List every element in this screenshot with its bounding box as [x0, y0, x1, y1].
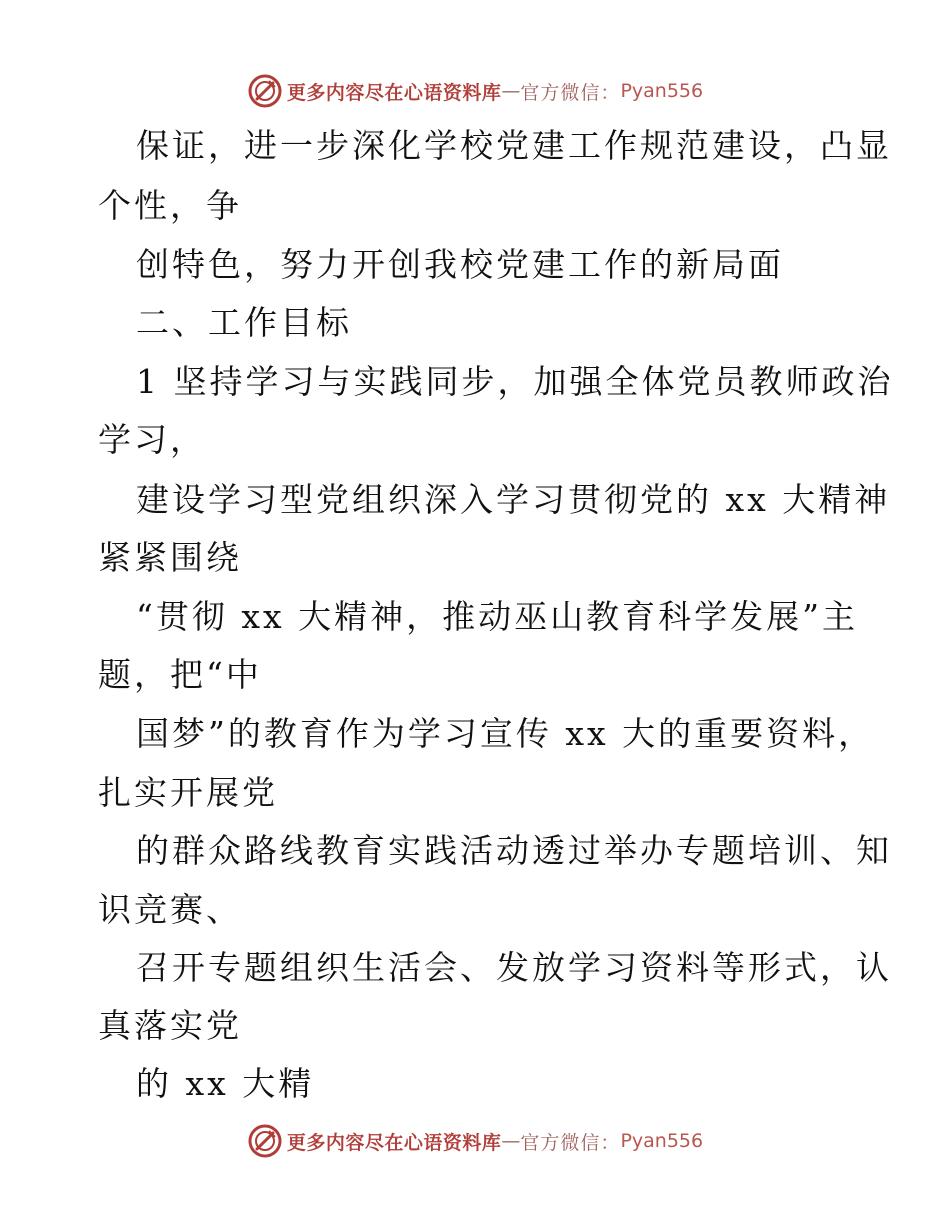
text-line: 个性，争	[98, 186, 242, 225]
text-line: 识竞赛、	[98, 890, 242, 929]
banner-brand: 更多内容尽在心语资料库	[286, 1131, 502, 1154]
seal-logo-icon	[247, 73, 283, 109]
text-line: 紧紧围绕	[98, 538, 242, 577]
banner-brand: 更多内容尽在心语资料库	[286, 81, 502, 104]
text-line: 真落实党	[98, 1006, 242, 1045]
text-line: 建设学习型党组织深入学习贯彻党的 xx 大精神	[136, 480, 891, 519]
banner-wechat-label: 官方微信：	[520, 81, 621, 104]
text-line: 创特色，努力开创我校党建工作的新局面	[136, 245, 784, 284]
header-banner	[0, 71, 950, 111]
footer-banner	[0, 1121, 950, 1161]
section-heading: 二、工作目标	[136, 303, 352, 342]
text-line: 1 坚持学习与实践同步，加强全体党员教师政治	[136, 362, 894, 401]
banner-wechat-id: Pyan556	[620, 1130, 704, 1152]
text-line: “贯彻 xx 大精神，推动巫山教育科学发展”主	[136, 597, 858, 636]
text-line: 扎实开展党	[98, 773, 278, 812]
text-line: 的群众路线教育实践活动透过举办专题培训、知	[136, 831, 892, 870]
text-line: 国梦”的教育作为学习宣传 xx 大的重要资料，	[136, 714, 875, 753]
banner-wechat-id: Pyan556	[620, 80, 704, 102]
text-line: 保证，进一步深化学校党建工作规范建设，凸显	[136, 126, 892, 165]
seal-logo-icon	[247, 1123, 283, 1159]
text-line: 召开专题组织生活会、发放学习资料等形式，认	[136, 948, 892, 987]
text-line: 题，把“中	[98, 655, 262, 694]
banner-wechat-label: 官方微信：	[520, 1131, 621, 1154]
banner-separator: —	[501, 1130, 521, 1152]
banner-separator: —	[501, 80, 521, 102]
text-line: 的 xx 大精	[136, 1064, 315, 1103]
text-line: 学习，	[98, 420, 206, 459]
